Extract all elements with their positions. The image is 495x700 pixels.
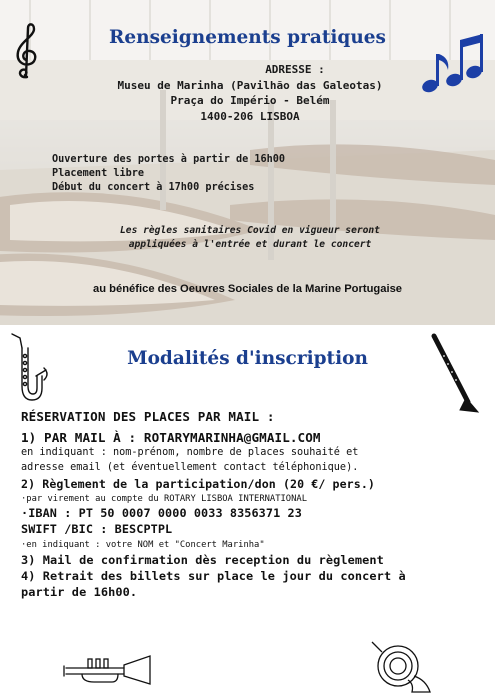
step-3: 3) Mail de confirmation dès reception du règlement bbox=[21, 553, 384, 567]
covid-line: appliquées à l'entrée et durant le concert bbox=[128, 238, 372, 250]
step-4: 4) Retrait des billets sur place le jour du concert à bbox=[21, 569, 406, 583]
address-line: Praça do Império - Belém bbox=[170, 94, 330, 107]
address-line: Museu de Marinha (Pavilhão das Galeotas) bbox=[117, 78, 383, 92]
step-1-title: 1) PAR MAIL À : ROTARYMARINHA@GMAIL.COM bbox=[21, 430, 321, 445]
clarinet-icon bbox=[428, 332, 484, 416]
registration-details bbox=[21, 409, 487, 599]
reference-line: ·en indiquant : votre NOM et "Concert Marinha" bbox=[21, 540, 265, 550]
address-block bbox=[60, 62, 440, 124]
benefit-line: au bénéfice des Oeuvres Sociales de la Marine Portugaise bbox=[92, 283, 403, 295]
step-2-desc: ·par virement au compte du ROTARY LISBOA INTERNATIONAL bbox=[21, 494, 307, 504]
step-1-desc: en indiquant : nom-prénom, nombre de places souhaité et bbox=[21, 447, 359, 458]
french-horn-icon bbox=[368, 636, 434, 696]
section-title-practical-info: Renseignements pratiques bbox=[109, 27, 386, 48]
registration-heading: RÉSERVATION DES PLACES PAR MAIL : bbox=[21, 409, 275, 424]
address-line: 1400-206 LISBOA bbox=[200, 109, 300, 123]
covid-notice bbox=[40, 224, 460, 251]
trumpet-icon bbox=[62, 650, 158, 686]
step-2-title: 2) Règlement de la participation/don (20 €/ pers.) bbox=[21, 477, 376, 491]
info-item: Placement libre bbox=[52, 167, 145, 179]
info-item: Ouverture des portes à partir de 16h00 bbox=[52, 154, 286, 165]
iban-line: ·IBAN : PT 50 0007 0000 0033 8356371 23 bbox=[21, 506, 302, 520]
step-1-desc: adresse email (et éventuellement contact téléphonique). bbox=[21, 462, 359, 473]
step-4-cont: partir de 16h00. bbox=[21, 585, 138, 599]
covid-line: Les règles sanitaires Covid en vigueur seront bbox=[120, 225, 380, 236]
section-title-registration: Modalités d'inscription bbox=[127, 348, 368, 369]
swift-line: SWIFT /BIC : BESCPTPL bbox=[21, 522, 173, 536]
info-item: Début du concert à 17h00 précises bbox=[52, 181, 255, 193]
practical-info-list bbox=[52, 153, 452, 194]
address-label: ADRESSE : bbox=[265, 63, 325, 76]
